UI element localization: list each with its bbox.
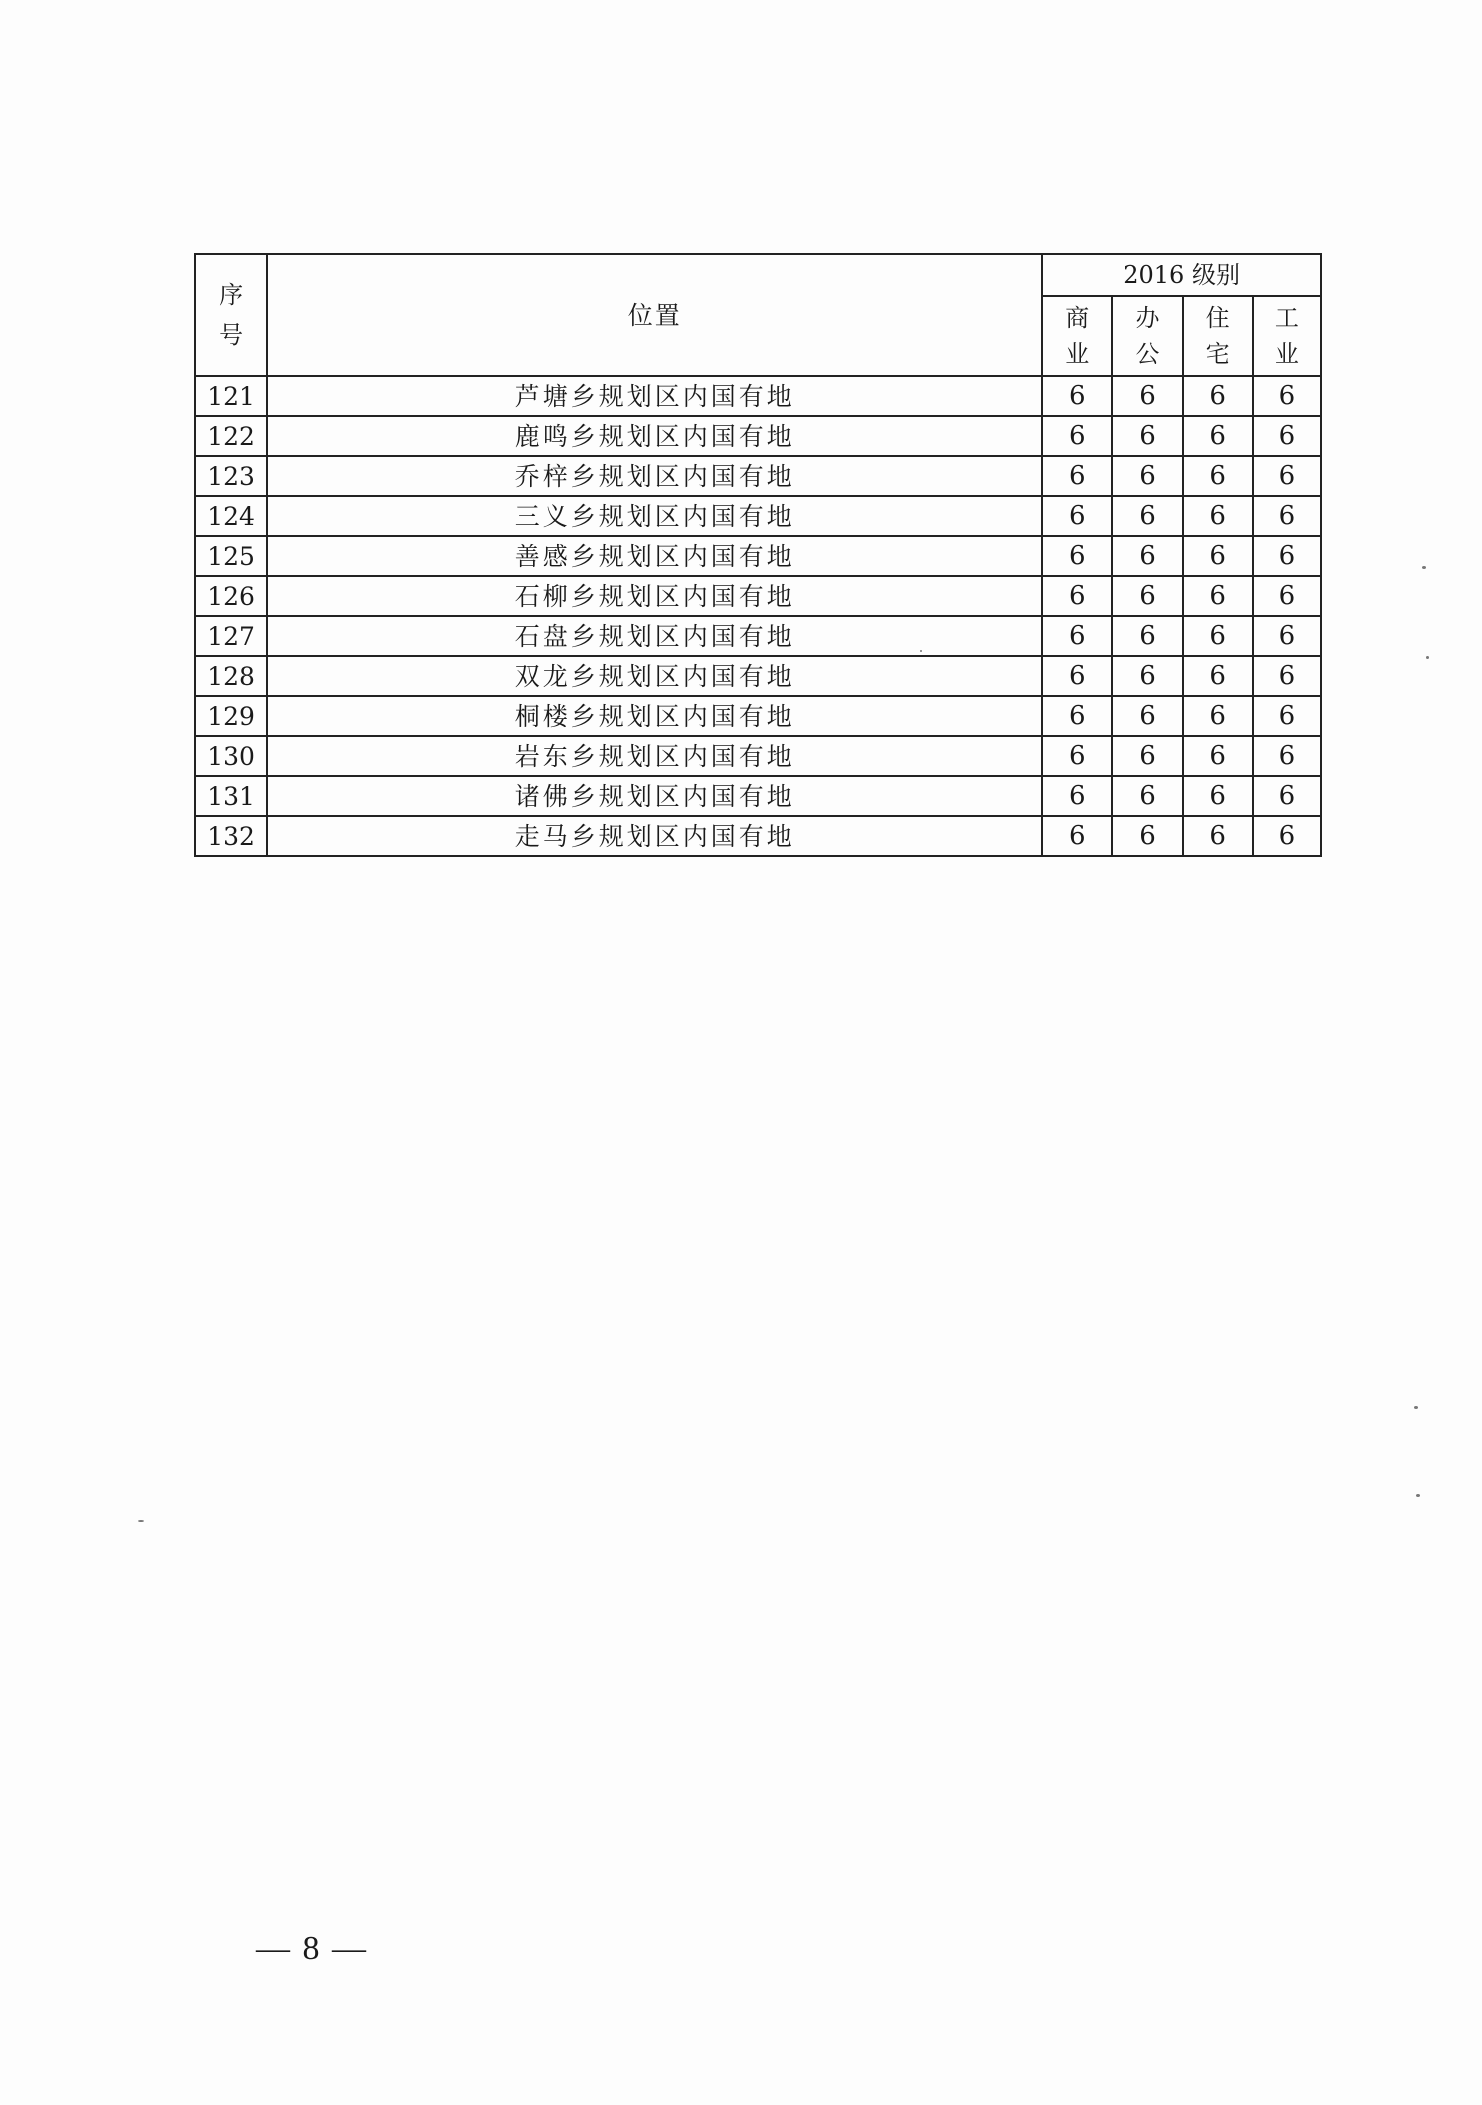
cell-location: 双龙乡规划区内国有地: [267, 656, 1042, 696]
scan-speck: [1426, 656, 1429, 659]
header-seq-char: 号: [219, 321, 244, 349]
table-row: [195, 736, 1321, 776]
cell-office: 6: [1112, 656, 1182, 696]
cell-location: 乔梓乡规划区内国有地: [267, 456, 1042, 496]
header-year-group: 2016 级别: [1042, 254, 1321, 296]
cell-seq: 121: [195, 376, 267, 416]
cell-residential: 6: [1183, 496, 1253, 536]
header-location: 位置: [267, 254, 1042, 376]
header-char: 住: [1205, 304, 1230, 332]
scan-speck: [1414, 1406, 1418, 1409]
cell-industrial: 6: [1253, 656, 1321, 696]
cell-location: 芦塘乡规划区内国有地: [267, 376, 1042, 416]
cell-seq: 128: [195, 656, 267, 696]
cell-location: 桐楼乡规划区内国有地: [267, 696, 1042, 736]
header-char: 公: [1135, 340, 1160, 368]
cell-industrial: 6: [1253, 816, 1321, 856]
cell-industrial: 6: [1253, 776, 1321, 816]
table-row: [195, 576, 1321, 616]
cell-commercial: 6: [1042, 536, 1112, 576]
table-row: [195, 696, 1321, 736]
cell-seq: 130: [195, 736, 267, 776]
header-office: [1112, 296, 1182, 376]
cell-residential: 6: [1183, 616, 1253, 656]
header-residential: [1183, 296, 1253, 376]
cell-commercial: 6: [1042, 616, 1112, 656]
cell-residential: 6: [1183, 696, 1253, 736]
cell-industrial: 6: [1253, 536, 1321, 576]
scan-speck: [920, 650, 922, 652]
cell-seq: 124: [195, 496, 267, 536]
cell-commercial: 6: [1042, 776, 1112, 816]
header-seq-label: [196, 283, 266, 347]
cell-residential: 6: [1183, 776, 1253, 816]
header-seq: [195, 254, 267, 376]
table-row: [195, 656, 1321, 696]
cell-office: 6: [1112, 456, 1182, 496]
cell-location: 鹿鸣乡规划区内国有地: [267, 416, 1042, 456]
header-seq-char: 序: [219, 281, 244, 309]
cell-location: 善感乡规划区内国有地: [267, 536, 1042, 576]
header-char: 办: [1135, 304, 1160, 332]
cell-commercial: 6: [1042, 576, 1112, 616]
header-char: 业: [1274, 340, 1299, 368]
cell-residential: 6: [1183, 376, 1253, 416]
cell-location: 岩东乡规划区内国有地: [267, 736, 1042, 776]
cell-commercial: 6: [1042, 816, 1112, 856]
cell-commercial: 6: [1042, 496, 1112, 536]
cell-location: 诸佛乡规划区内国有地: [267, 776, 1042, 816]
table-row: [195, 776, 1321, 816]
table-row: [195, 616, 1321, 656]
cell-office: 6: [1112, 776, 1182, 816]
cell-commercial: 6: [1042, 416, 1112, 456]
cell-residential: 6: [1183, 416, 1253, 456]
cell-industrial: 6: [1253, 496, 1321, 536]
cell-seq: 125: [195, 536, 267, 576]
cell-office: 6: [1112, 496, 1182, 536]
cell-location: 石柳乡规划区内国有地: [267, 576, 1042, 616]
cell-residential: 6: [1183, 456, 1253, 496]
cell-residential: 6: [1183, 576, 1253, 616]
cell-residential: 6: [1183, 536, 1253, 576]
header-char: 业: [1065, 340, 1090, 368]
cell-seq: 132: [195, 816, 267, 856]
table-row: [195, 456, 1321, 496]
cell-office: 6: [1112, 576, 1182, 616]
cell-residential: 6: [1183, 736, 1253, 776]
header-commercial: [1042, 296, 1112, 376]
cell-office: 6: [1112, 736, 1182, 776]
table-header: [195, 254, 1321, 376]
table-row: [195, 816, 1321, 856]
scan-speck: [1416, 1494, 1420, 1497]
cell-seq: 131: [195, 776, 267, 816]
cell-office: 6: [1112, 416, 1182, 456]
table-row: [195, 496, 1321, 536]
cell-seq: 126: [195, 576, 267, 616]
header-char: 工: [1274, 304, 1299, 332]
cell-industrial: 6: [1253, 696, 1321, 736]
header-char: 商: [1065, 304, 1090, 332]
cell-residential: 6: [1183, 656, 1253, 696]
cell-office: 6: [1112, 376, 1182, 416]
cell-industrial: 6: [1253, 416, 1321, 456]
cell-office: 6: [1112, 696, 1182, 736]
page-number: — 8 —: [256, 1930, 368, 1967]
cell-commercial: 6: [1042, 656, 1112, 696]
table-row: [195, 416, 1321, 456]
cell-commercial: 6: [1042, 696, 1112, 736]
cell-residential: 6: [1183, 816, 1253, 856]
cell-seq: 127: [195, 616, 267, 656]
cell-commercial: 6: [1042, 456, 1112, 496]
cell-location: 走马乡规划区内国有地: [267, 816, 1042, 856]
scan-speck: [1422, 566, 1426, 569]
scan-speck: [138, 1520, 144, 1522]
cell-office: 6: [1112, 536, 1182, 576]
cell-industrial: 6: [1253, 456, 1321, 496]
cell-office: 6: [1112, 816, 1182, 856]
cell-office: 6: [1112, 616, 1182, 656]
cell-industrial: 6: [1253, 736, 1321, 776]
cell-commercial: 6: [1042, 376, 1112, 416]
cell-seq: 122: [195, 416, 267, 456]
header-char: 宅: [1205, 340, 1230, 368]
cell-seq: 123: [195, 456, 267, 496]
cell-commercial: 6: [1042, 736, 1112, 776]
cell-industrial: 6: [1253, 616, 1321, 656]
cell-location: 三义乡规划区内国有地: [267, 496, 1042, 536]
header-industrial: [1253, 296, 1321, 376]
cell-location: 石盘乡规划区内国有地: [267, 616, 1042, 656]
cell-industrial: 6: [1253, 576, 1321, 616]
table-row: [195, 376, 1321, 416]
table-row: [195, 536, 1321, 576]
land-level-table: [194, 253, 1322, 857]
table-body: [195, 376, 1321, 856]
cell-industrial: 6: [1253, 376, 1321, 416]
cell-seq: 129: [195, 696, 267, 736]
